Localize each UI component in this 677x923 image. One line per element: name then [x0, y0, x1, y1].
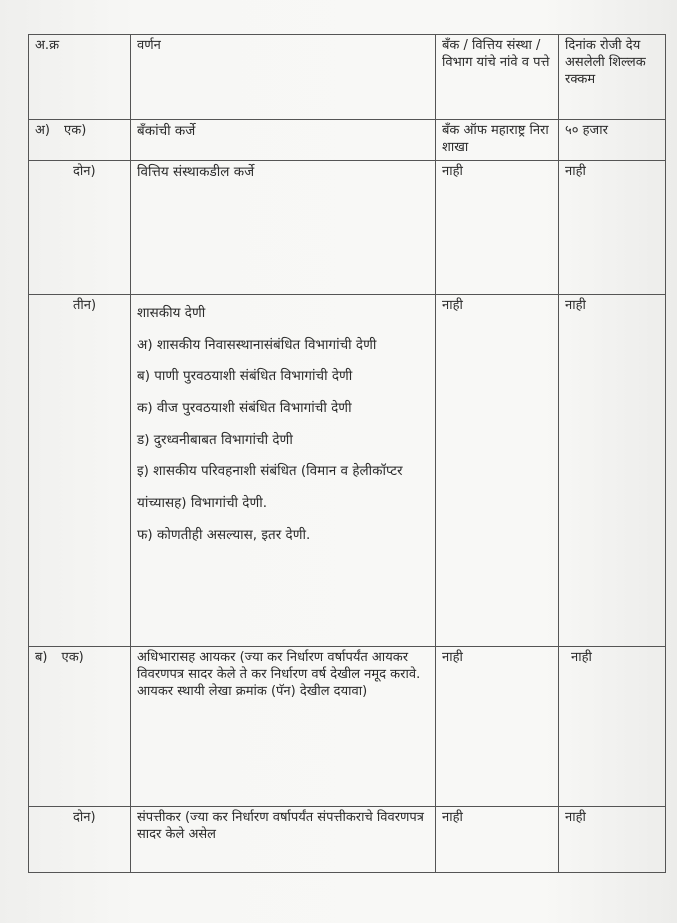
serial-number: एक) — [61, 649, 84, 665]
row-bank: नाही — [436, 294, 559, 646]
sub-item: ब) पाणी पुरवठयाशी संबंधित विभागांची देणी — [137, 368, 353, 385]
row-description-title: शासकीय देणी — [137, 304, 206, 321]
table-row — [29, 120, 666, 161]
liabilities-table — [28, 34, 666, 873]
row-amount: नाही — [559, 646, 666, 806]
sub-item: इ) शासकीय परिवहनाशी संबंधित (विमान व हेलीकॉप्टर यांच्यासह) विभागांची देणी. — [137, 463, 403, 512]
serial-number: दोन) — [73, 809, 96, 825]
header-bank-name: बँक / वित्तिय संस्था / विभाग यांचे नांवे व पत्ते — [436, 35, 559, 120]
row-bank: नाही — [436, 646, 559, 806]
header-description: वर्णन — [131, 35, 436, 120]
table-row — [29, 160, 666, 294]
header-balance-amount: दिनांक रोजी देय असलेली शिल्लक रक्कम — [559, 35, 666, 120]
row-serial — [29, 806, 131, 872]
serial-number: एक) — [64, 123, 87, 138]
table-row — [29, 294, 666, 646]
row-serial — [29, 294, 131, 646]
serial-letter: ब) — [35, 649, 48, 665]
row-amount: ५० हजार — [559, 120, 666, 161]
sub-item: फ) कोणतीही असल्यास, इतर देणी. — [137, 526, 311, 543]
row-bank: नाही — [436, 160, 559, 294]
row-amount: नाही — [559, 160, 666, 294]
sub-item: ड) दुरध्वनीबाबत विभागांची देणी — [137, 431, 293, 448]
row-bank: नाही — [436, 806, 559, 872]
table-row — [29, 806, 666, 872]
sub-item: अ) शासकीय निवासस्थानासंबंधित विभागांची देणी — [137, 336, 377, 353]
row-bank: बँक ऑफ महाराष्ट्र निरा शाखा — [436, 120, 559, 161]
row-serial — [29, 120, 131, 161]
row-description: वित्तिय संस्थाकडील कर्जे — [131, 160, 436, 294]
row-description: संपत्तीकर (ज्या कर निर्धारण वर्षापर्यंत संपत्तीकराचे विवरणपत्र सादर केले असेल — [131, 806, 436, 872]
sub-item: क) वीज पुरवठयाशी संबंधित विभागांची देणी — [137, 399, 352, 416]
serial-letter: अ) — [35, 123, 51, 138]
serial-number: तीन) — [73, 297, 97, 313]
row-amount: नाही — [559, 294, 666, 646]
serial-number: दोन) — [73, 163, 96, 179]
row-serial — [29, 160, 131, 294]
row-amount: नाही — [559, 806, 666, 872]
table-header-row — [29, 35, 666, 120]
row-serial — [29, 646, 131, 806]
row-description: बँकांची कर्जे — [131, 120, 436, 161]
row-description: अधिभारासह आयकर (ज्या कर निर्धारण वर्षापर्यंत आयकर विवरणपत्र सादर केले ते कर निर्धारण वर्ष देखील नमूद करावे. आयकर स्थायी लेखा क्रमांक (पॅन) देखील दयावा) — [131, 646, 436, 806]
header-serial: अ.क्र — [29, 35, 131, 120]
row-description — [131, 294, 436, 646]
table-row — [29, 646, 666, 806]
